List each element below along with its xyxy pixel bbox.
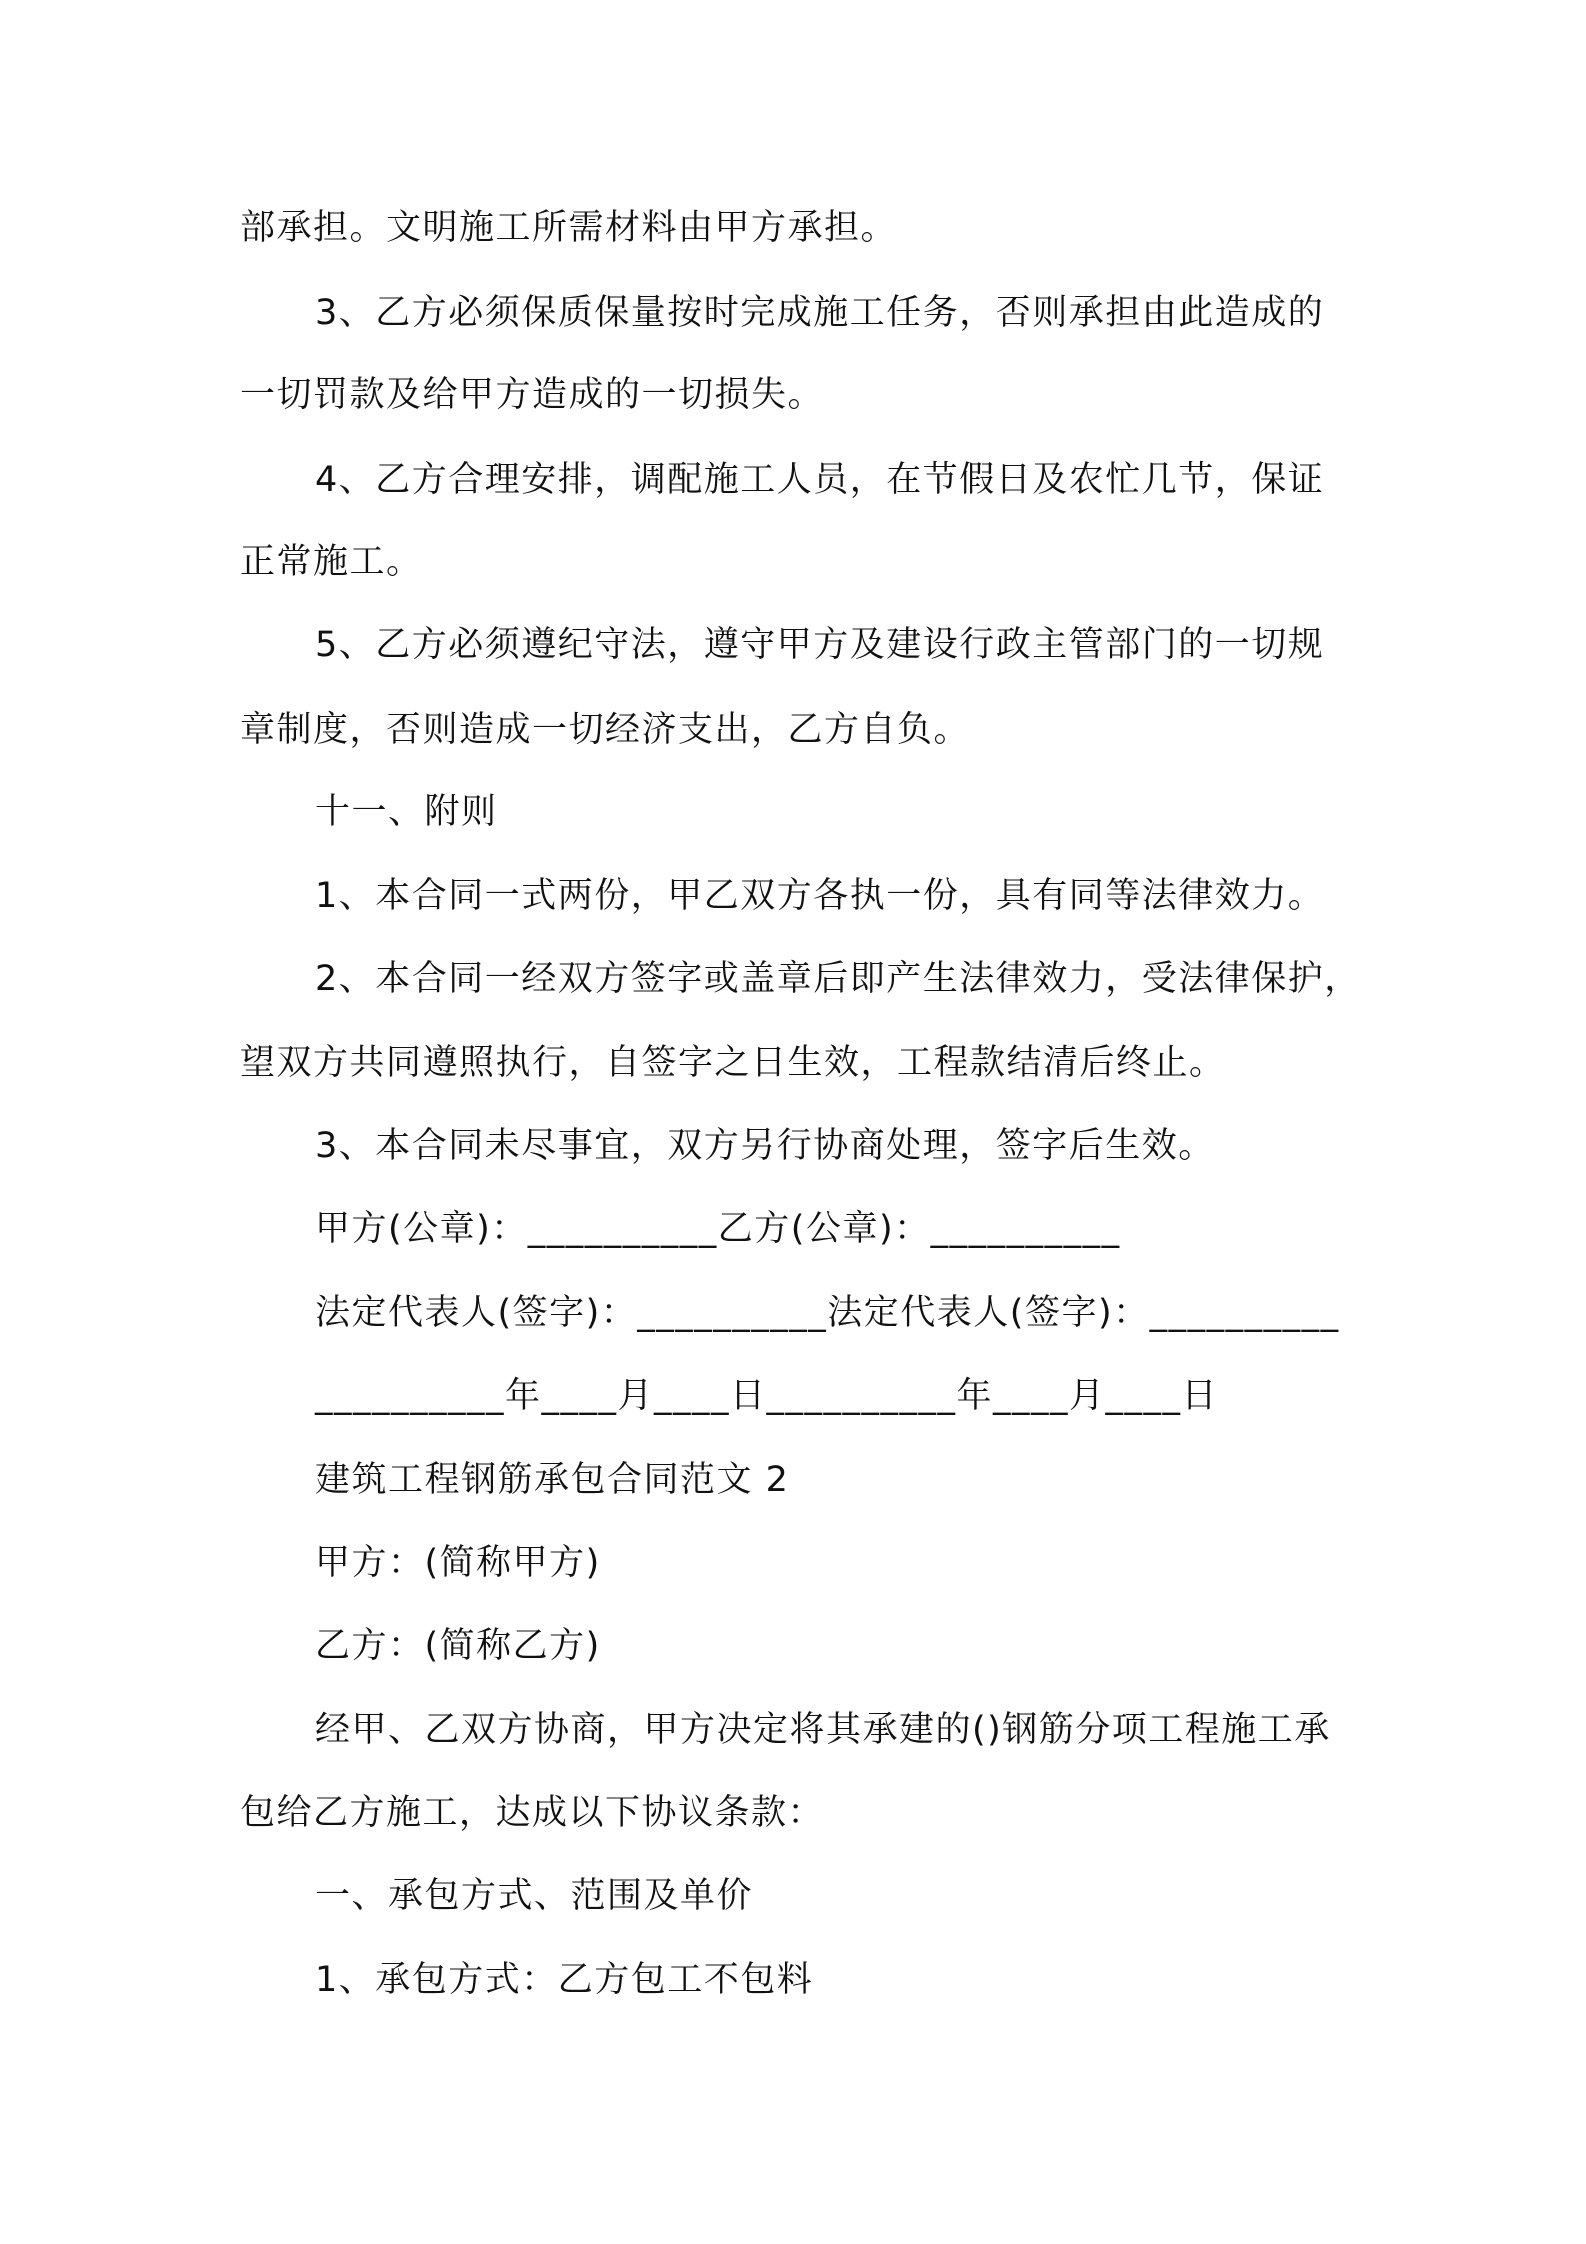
text-line-3: 一切罚款及给甲方造成的一切损失。 (240, 375, 825, 415)
text-line-4: 4、乙方合理安排，调配施工人员，在节假日及农忙几节，保证 (315, 460, 1325, 500)
document-title-2: 建筑工程钢筋承包合同范文 2 (315, 1460, 790, 1500)
text-line-7: 章制度，否则造成一切经济支出，乙方自负。 (240, 710, 971, 750)
party-b-line: 乙方：(简称乙方) (315, 1626, 601, 1666)
signature-line-seal: 甲方(公章)：__________乙方(公章)：__________ (315, 1209, 1121, 1249)
section-heading-appendix: 十一、附则 (315, 792, 498, 832)
signature-line-date: __________年____月____日__________年____月____日 (315, 1376, 1219, 1416)
section-heading-contract-method: 一、承包方式、范围及单价 (315, 1876, 754, 1916)
text-line-6: 5、乙方必须遵纪守法，遵守甲方及建设行政主管部门的一切规 (315, 625, 1325, 665)
text-line-20: 包给乙方施工，达成以下协议条款： (240, 1793, 825, 1833)
text-line-22: 1、承包方式：乙方包工不包料 (315, 1960, 814, 2000)
text-line-19: 经甲、乙双方协商，甲方决定将其承建的()钢筋分项工程施工承 (315, 1710, 1331, 1750)
text-line-2: 3、乙方必须保质保量按时完成施工任务，否则承担由此造成的 (315, 293, 1325, 333)
text-line-5: 正常施工。 (240, 542, 423, 582)
text-line-10: 2、本合同一经双方签字或盖章后即产生法律效力，受法律保护， (315, 959, 1361, 999)
text-line-11: 望双方共同遵照执行，自签字之日生效，工程款结清后终止。 (240, 1043, 1226, 1083)
party-a-line: 甲方：(简称甲方) (315, 1543, 601, 1583)
text-line-1: 部承担。文明施工所需材料由甲方承担。 (240, 208, 898, 248)
text-line-9: 1、本合同一式两份，甲乙双方各执一份，具有同等法律效力。 (315, 876, 1325, 916)
text-line-12: 3、本合同未尽事宜，双方另行协商处理，签字后生效。 (315, 1126, 1215, 1166)
signature-line-representative: 法定代表人(签字)：__________法定代表人(签字)：__________ (315, 1293, 1340, 1333)
